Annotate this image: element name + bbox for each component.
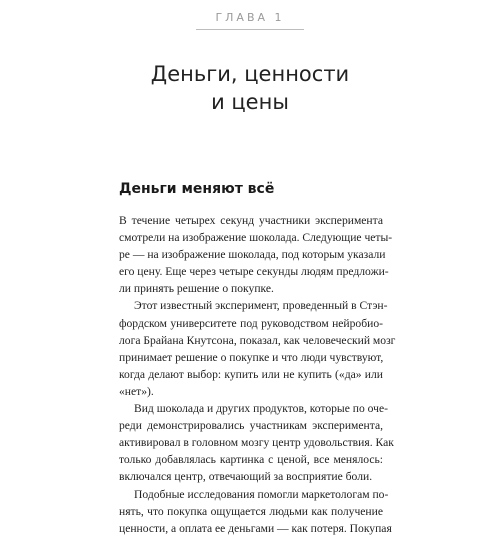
text-line: когда делают выбор: купить или не купить («да» или bbox=[119, 367, 383, 381]
body-text bbox=[119, 212, 396, 537]
text-line: нять, что покупка ощущается людьми как получение bbox=[119, 504, 383, 518]
paragraph bbox=[119, 486, 392, 537]
text-line: Этот известный эксперимент, проведенный в Стэн- bbox=[134, 299, 388, 313]
paragraph bbox=[119, 297, 396, 400]
text-line: смотрели на изображение шоколада. Следующие четы- bbox=[119, 231, 393, 245]
text-line: ре — на изображение шоколада, под которым указали bbox=[119, 248, 386, 262]
chapter-header bbox=[0, 8, 500, 30]
section-heading: Деньги меняют всё bbox=[119, 181, 275, 197]
text-line: «нет»). bbox=[119, 384, 154, 398]
text-line: В течение четырех секунд участники эксперимента bbox=[119, 214, 383, 227]
text-line: Подобные исследования помогли маркетологам по- bbox=[134, 487, 389, 501]
text-line: принимает решение о покупке и что люди чувствуют, bbox=[119, 350, 384, 364]
text-line: реди демонстрировались участникам эксперимента, bbox=[119, 419, 383, 433]
text-line: фордском университете под руководством нейробио- bbox=[119, 316, 383, 330]
chapter-title-line-2: и цены bbox=[211, 90, 289, 114]
chapter-label: ГЛАВА 1 bbox=[196, 11, 304, 30]
text-line: включался центр, отвечающий за восприятие боли. bbox=[119, 470, 373, 484]
chapter-title-line-1: Деньги, ценности bbox=[150, 62, 350, 86]
text-line: его цену. Еще через четыре секунды людям предложи- bbox=[119, 265, 389, 279]
text-line: только добавлялась картинка с ценой, все менялось: bbox=[119, 453, 383, 467]
text-line: активировал в головном мозгу центр удовольствия. Как bbox=[119, 436, 394, 450]
paragraph bbox=[119, 212, 393, 297]
chapter-title bbox=[0, 60, 500, 116]
paragraph bbox=[119, 400, 394, 485]
text-line: лога Брайана Кнутсона, показал, как человеческий мозг bbox=[119, 333, 396, 347]
text-line: ли принять решение о покупке. bbox=[119, 282, 274, 296]
text-line: Вид шоколада и других продуктов, которые по оче- bbox=[134, 402, 389, 416]
text-line: ценности, а оплата ее деньгами — как потеря. Покупая bbox=[119, 521, 392, 535]
